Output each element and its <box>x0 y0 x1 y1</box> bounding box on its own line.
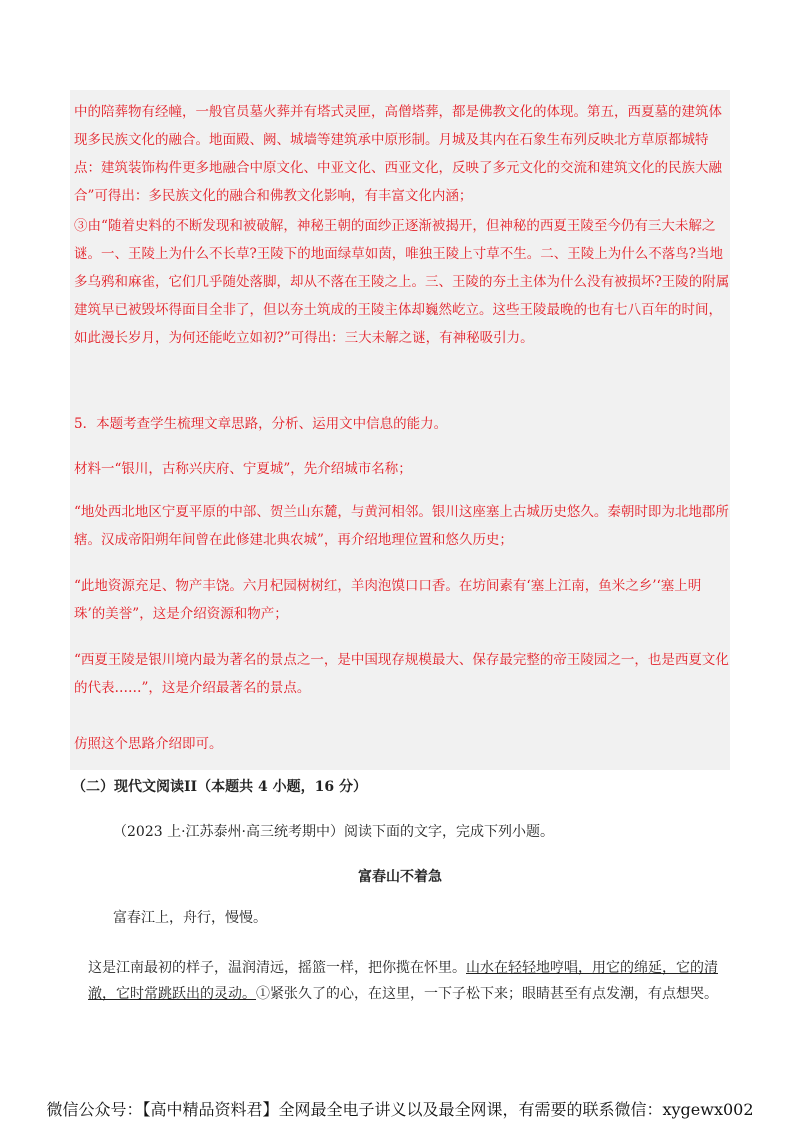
question-intro: （2023 上·江苏泰州·高三统考期中）阅读下面的文字，完成下列小题。 <box>113 824 554 840</box>
footer-watermark: 微信公众号：【高中精品资料君】全网最全电子讲义以及最全网课，有需要的联系微信：xygewx002 <box>46 1100 754 1119</box>
answer-paragraph-6: “此地资源充足、物产丰饶。六月杞园树树红，羊肉泡馍口口香。在坊间素有‘塞上江南，鱼米之乡’‘塞上明珠’的美誉”，这是介绍资源和物产； <box>74 578 702 622</box>
underlined-sentence: 山水在轻轻地哼唱，用它的绵延，它的清澈，它时常跳跃出的灵动。 <box>88 960 718 1002</box>
answer-paragraph-4: 材料一“银川，古称兴庆府、宁夏城”，先介绍城市名称； <box>74 461 412 477</box>
paragraph-2-text-c: ①紧张久了的心，在这里，一下子松下来；眼睛甚至有点发潮，有点想哭。 <box>256 986 718 1002</box>
article-paragraph-2 <box>88 955 738 1007</box>
section-title: （二）现代文阅读II（本题共 4 小题，16 分） <box>72 779 367 795</box>
answer-paragraph-8: 仿照这个思路介绍即可。 <box>74 736 223 752</box>
article-paragraph-1: 富春江上，舟行，慢慢。 <box>113 910 267 926</box>
answer-paragraph-3: 5．本题考查学生梳理文章思路，分析、运用文中信息的能力。 <box>74 416 448 432</box>
answer-paragraph-2: ③由“随着史料的不断发现和被破解，神秘王朝的面纱正逐渐被揭开，但神秘的西夏王陵至今仍有三大未解之谜。一、王陵上为什么不长草?王陵下的地面绿草如茵，唯独王陵上寸草不生。二、王陵上为什么不落鸟?当地多乌鸦和麻雀，它们几乎随处落脚，却从不落在王陵之上。三、王陵的夯土主体为什么没有被损坏?王陵的附属建筑早已被毁坏得面目全非了，但以夯土筑成的王陵主体却巍然屹立。这些王陵最晚的也有七八百年的时间，如此漫长岁月，为何还能屹立如初?”可得出：三大未解之谜，有神秘吸引力。 <box>74 218 730 346</box>
paragraph-2-text-a: 这是江南最初的样子，温润清远，摇篮一样，把你揽在怀里。 <box>88 960 466 976</box>
article-title: 富春山不着急 <box>358 869 442 885</box>
answer-paragraph-7: “西夏王陵是银川境内最为著名的景点之一，是中国现存规模最大、保存最完整的帝王陵园之一，也是西夏文化的代表……”，这是介绍最著名的景点。 <box>74 652 729 696</box>
answer-paragraph-1: 中的陪葬物有经幢，一般官员墓火葬并有塔式灵匣，高僧塔葬，都是佛教文化的体现。第五，西夏墓的建筑体现多民族文化的融合。地面殿、阙、城墙等建筑承中原形制。月城及其内在石象生布列反映北方草原都城特点：建筑装饰构件更多地融合中原文化、中亚文化、西亚文化，反映了多元文化的交流和建筑文化的民族大融合”可得出：多民族文化的融合和佛教文化影响，有丰富文化内涵； <box>74 104 722 204</box>
answer-paragraph-5: “地处西北地区宁夏平原的中部、贺兰山东麓，与黄河相邻。银川这座塞上古城历史悠久。秦朝时即为北地郡所辖。汉成帝阳朔年间曾在此修建北典农城”，再介绍地理位置和悠久历史； <box>74 504 729 548</box>
